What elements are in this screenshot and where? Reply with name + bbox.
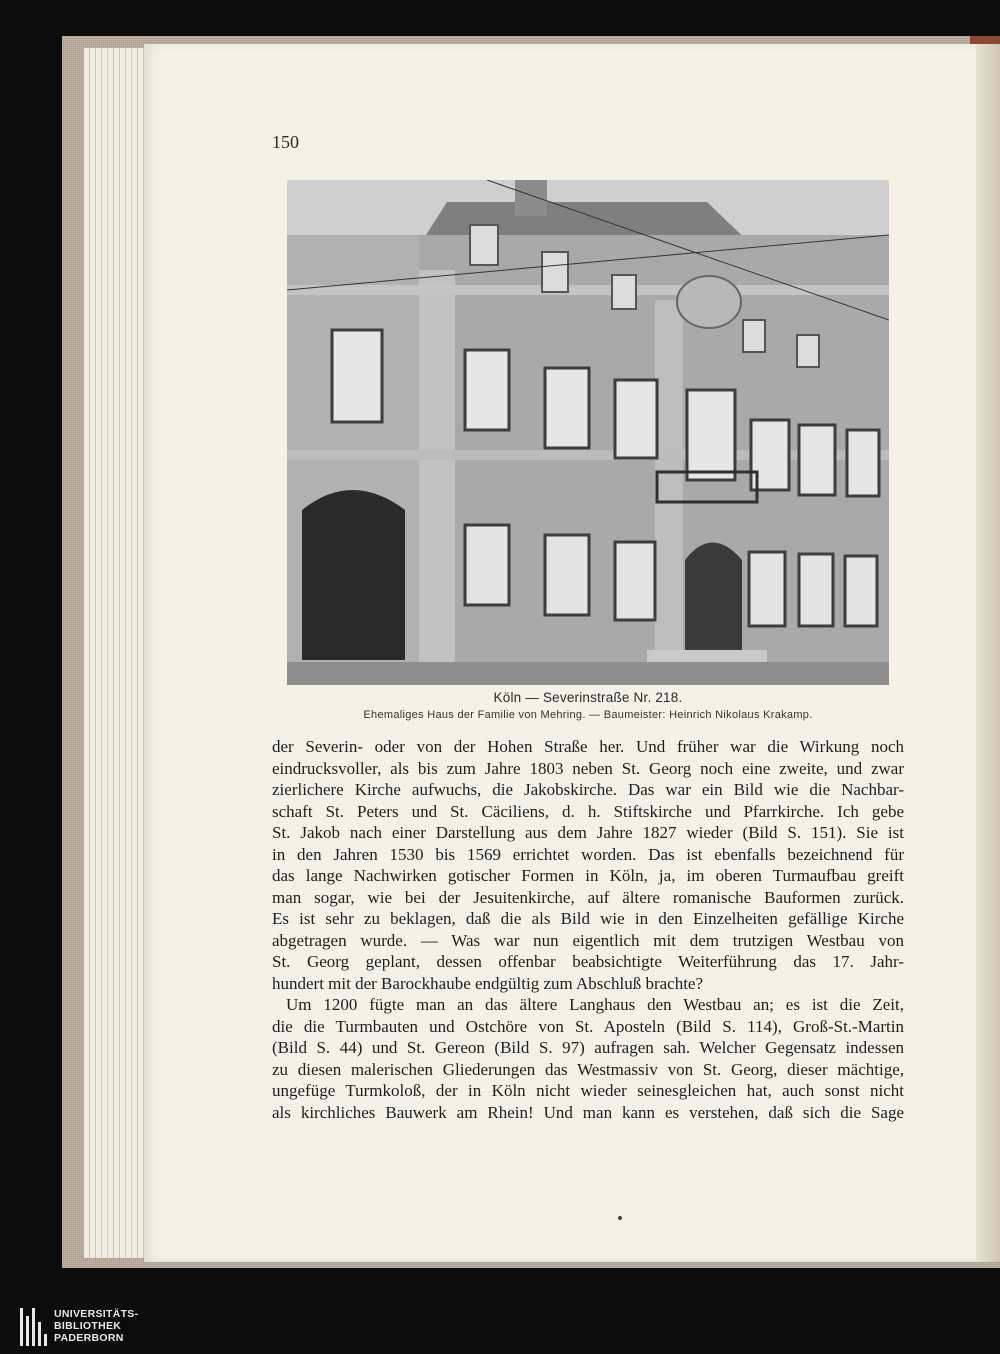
text-line: schaft St. Peters und St. Cäciliens, d. h. Stiftskirche und Pfarrkirche. Ich gebe bbox=[272, 801, 904, 821]
text-line: in den Jahren 1530 bis 1569 errichtet worden. Das ist ebenfalls bezeichnend für bbox=[272, 844, 904, 864]
text-line: abgetragen wurde. — Was war nun eigentlich mit dem trutzigen Westbau von bbox=[272, 930, 904, 950]
text-line: das lange Nachwirken gotischer Formen in Köln, ja, im oberen Turmaufbau greift bbox=[272, 866, 904, 885]
text-line: St. Jakob nach einer Darstellung aus dem Jahre 1827 wieder (Bild S. 151). Sie ist bbox=[272, 823, 904, 842]
page-speck bbox=[618, 1216, 622, 1220]
text-line: man sogar, wie bei der Jesuitenkirche, auf ältere romanische Bauformen zurück. bbox=[272, 887, 904, 907]
text-line: (Bild S. 44) und St. Gereon (Bild S. 97) aufragen sah. Welcher Gegensatz indessen bbox=[272, 1038, 904, 1057]
library-line-2: BIBLIOTHEK bbox=[54, 1320, 122, 1332]
photo-caption-subtitle: Ehemaliges Haus der Familie von Mehring. — Baumeister: Heinrich Nikolaus Krakamp. bbox=[363, 709, 813, 721]
library-logo-icon bbox=[20, 1308, 50, 1346]
text-line: St. Georg geplant, dessen offenbar beabsichtigte Weiterführung das 17. Jahr- bbox=[272, 952, 904, 971]
text-line: Um 1200 fügte man an das ältere Langhaus den Westbau an; es ist die Zeit, bbox=[286, 995, 904, 1014]
text-line: zierlichere Kirche aufwuchs, die Jakobskirche. Das war ein Bild wie die Nachbar- bbox=[272, 780, 904, 799]
text-line: eindrucksvoller, als bis zum Jahre 1803 neben St. Georg noch eine zweite, und zwar bbox=[272, 758, 904, 778]
body-text bbox=[272, 736, 904, 1123]
text-line: hundert mit der Barockhaube endgültig zum Abschluß brachte? bbox=[272, 973, 704, 993]
library-line-1: UNIVERSITÄTS- bbox=[54, 1308, 139, 1320]
text-line: Es ist sehr zu beklagen, daß die als Bild wie in den Einzelheiten gefällige Kirche bbox=[272, 909, 904, 928]
page-edge bbox=[976, 44, 1000, 1262]
library-logo-text bbox=[54, 1308, 138, 1344]
text-line: ungefüge Turmkoloß, der in Köln nicht wieder seinesgleichen hat, auch sonst nicht bbox=[272, 1081, 904, 1100]
page-number: 150 bbox=[272, 132, 299, 152]
building-photograph bbox=[287, 180, 889, 685]
text-line: als kirchliches Bauwerk am Rhein! Und man kann es verstehen, daß sich die Sage bbox=[272, 1102, 904, 1122]
text-line: die die Turmbauten und Ostchöre von St. Aposteln (Bild S. 114), Groß-St.-Martin bbox=[272, 1016, 904, 1036]
text-line: der Severin- oder von der Hohen Straße her. Und früher war die Wirkung noch bbox=[272, 737, 904, 756]
photo-caption-title: Köln — Severinstraße Nr. 218. bbox=[493, 690, 683, 705]
text-line: zu diesen malerischen Gliederungen das Westmassiv von St. Georg, dieser mächtige, bbox=[272, 1059, 904, 1079]
library-line-3: PADERBORN bbox=[54, 1332, 124, 1344]
